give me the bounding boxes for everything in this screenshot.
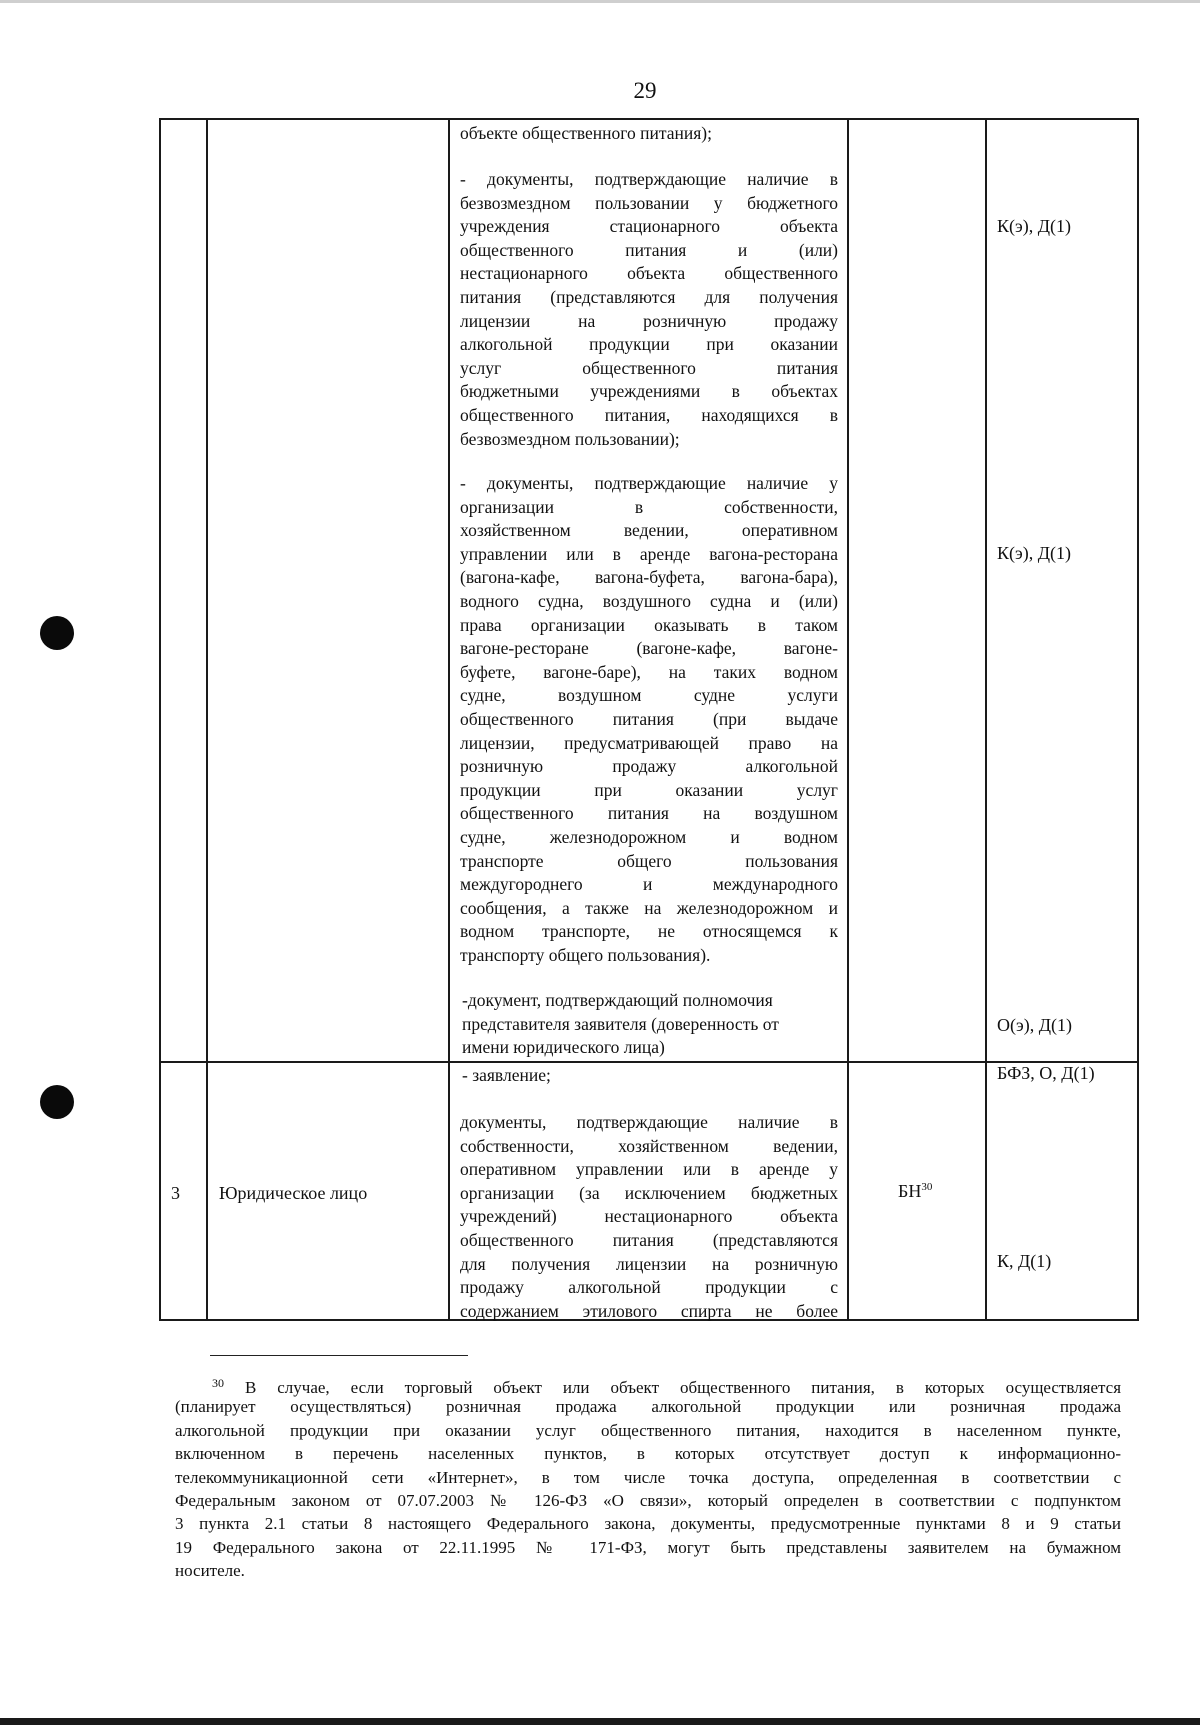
text-line: безвозмездном пользовании у бюджетного <box>460 192 838 213</box>
row-divider <box>159 1061 1139 1063</box>
text-line: водном транспорте, не относящемся к <box>460 921 838 942</box>
page-number: 29 <box>633 78 657 103</box>
footnote-line: (планирует осуществляться) розничная продажа алкогольной продукции или розничная продажа <box>175 1397 1121 1417</box>
text-line: транспорту общего пользования). <box>460 944 711 965</box>
footnote-line: Федеральным законом от 07.07.2003 № 126-ФЗ «О связи», который определен в соответствии с подпунктом <box>175 1490 1121 1510</box>
footnote-line: носителе. <box>175 1561 245 1581</box>
text-line: водного судна, воздушного судна и (или) <box>460 590 838 611</box>
text-line: лицензии, предусматривающей право на <box>460 732 838 753</box>
basis-code <box>898 1181 932 1202</box>
text-line: продажу алкогольной продукции с <box>460 1277 838 1298</box>
footnote-line: 3 пункта 2.1 статьи 8 настоящего Федерального закона, документы, предусмотренные пунктами 8 и 9 статьи <box>175 1514 1121 1534</box>
text-line: безвозмездном пользовании); <box>460 428 680 449</box>
text-line: права организации оказывать в таком <box>460 614 838 635</box>
footnote <box>175 1372 1121 1583</box>
text-line: - заявление; <box>462 1065 551 1085</box>
submission-code: О(э), Д(1) <box>997 1015 1072 1035</box>
text-line: транспорте общего пользования <box>460 850 838 871</box>
table-border-right <box>1137 118 1139 1321</box>
column-divider <box>448 118 450 1321</box>
footnote-reference: 30 <box>921 1181 933 1193</box>
column-divider <box>985 118 987 1321</box>
text-line: имени юридического лица) <box>462 1037 665 1058</box>
text-line: общественного питания и (или) <box>460 239 838 260</box>
text-line: - документы, подтверждающие наличие в <box>460 169 838 189</box>
text-line: питания (представляются для получения <box>460 286 838 307</box>
text-line: продукции при оказании услуг <box>460 779 838 800</box>
text-line: нестационарного объекта общественного <box>460 263 838 284</box>
column-divider <box>206 118 208 1321</box>
text-line: сообщения, а также на железнодорожном и <box>460 897 838 918</box>
punch-hole <box>40 616 74 650</box>
applicant-type: Юридическое лицо <box>219 1183 368 1203</box>
footnote-text: В случае, если торговый объект или объект общественного питания, в которых осуществляется <box>244 1378 1122 1397</box>
doc-paragraph-5 <box>462 1064 840 1088</box>
text-line: собственности, хозяйственном ведении, <box>460 1135 838 1156</box>
punch-hole <box>40 1085 74 1119</box>
doc-paragraph-3 <box>460 472 838 967</box>
footnote-line: включенном в перечень населенных пунктов, в которых отсутствует доступ к информационно- <box>175 1444 1121 1464</box>
text-line: для получения лицензии на розничную <box>460 1253 838 1274</box>
footnote-line: телекоммуникационной сети «Интернет», в том числе точка доступа, определенная в соответствии с <box>175 1467 1121 1487</box>
text-line: общественного питания (при выдаче <box>460 708 838 729</box>
submission-code: К, Д(1) <box>997 1251 1052 1271</box>
text-line: розничную продажу алкогольной <box>460 756 838 777</box>
footnote-marker: 30 <box>212 1376 224 1390</box>
row-number: 3 <box>171 1183 180 1203</box>
text-line: общественного питания (представляются <box>460 1229 838 1250</box>
table-border-left <box>159 118 161 1321</box>
text-line: бюджетными учреждениями в объектах <box>460 381 838 402</box>
text-line: алкогольной продукции при оказании <box>460 334 838 355</box>
text-line: - документы, подтверждающие наличие у <box>460 473 838 493</box>
text-line: услуг общественного питания <box>460 357 838 378</box>
text-line: вагоне-ресторане (вагоне-кафе, вагоне- <box>460 638 838 659</box>
column-divider <box>847 118 849 1321</box>
text-line: судне, воздушном судне услуги <box>460 685 838 706</box>
table-border-top <box>159 118 1139 120</box>
doc-paragraph-1 <box>460 122 838 146</box>
scan-top-edge <box>0 0 1200 3</box>
submission-code: К(э), Д(1) <box>997 216 1071 236</box>
text-line: учреждения стационарного объекта <box>460 216 838 237</box>
text-line: общественного питания, находящихся в <box>460 404 838 425</box>
text-line: лицензии на розничную продажу <box>460 310 838 331</box>
text-line: судне, железнодорожном и водном <box>460 826 838 847</box>
submission-code: БФЗ, О, Д(1) <box>997 1063 1095 1083</box>
doc-paragraph-4 <box>462 989 840 1060</box>
text-line: представителя заявителя (доверенность от <box>462 1013 779 1034</box>
text-line: буфете, вагоне-баре), на таких водном <box>460 661 838 682</box>
text-line: объекте общественного питания); <box>460 123 712 143</box>
scan-bottom-edge <box>0 1718 1200 1725</box>
footnote-line: 19 Федерального закона от 22.11.1995 № 171-ФЗ, могут быть представлены заявителем на бумажном <box>175 1537 1121 1557</box>
footnote-line <box>175 1372 1121 1395</box>
text-line: управлении или в аренде вагона-ресторана <box>460 543 838 564</box>
text-line: документы, подтверждающие наличие в <box>460 1112 838 1132</box>
footnote-line: алкогольной продукции при оказании услуг общественного питания, находится в населенном пункте, <box>175 1420 1121 1440</box>
text-line: организации в собственности, <box>460 496 838 517</box>
doc-paragraph-6 <box>460 1111 838 1323</box>
text-line: (вагона-кафе, вагона-буфета, вагона-бара), <box>460 567 838 588</box>
text-line: учреждений) нестационарного объекта <box>460 1206 838 1227</box>
basis-text: БН <box>898 1181 922 1201</box>
submission-code: К(э), Д(1) <box>997 543 1071 563</box>
text-line: общественного питания на воздушном <box>460 803 838 824</box>
text-line: междугороднего и международного <box>460 874 838 895</box>
text-line: организации (за исключением бюджетных <box>460 1182 838 1203</box>
footnote-separator <box>210 1355 468 1356</box>
text-line: -документ, подтверждающий полномочия <box>462 990 773 1010</box>
text-line: оперативном управлении или в аренде у <box>460 1159 838 1180</box>
text-line: содержанием этилового спирта не более <box>460 1300 838 1321</box>
text-line: хозяйственном ведении, оперативном <box>460 520 838 541</box>
doc-paragraph-2 <box>460 168 838 451</box>
